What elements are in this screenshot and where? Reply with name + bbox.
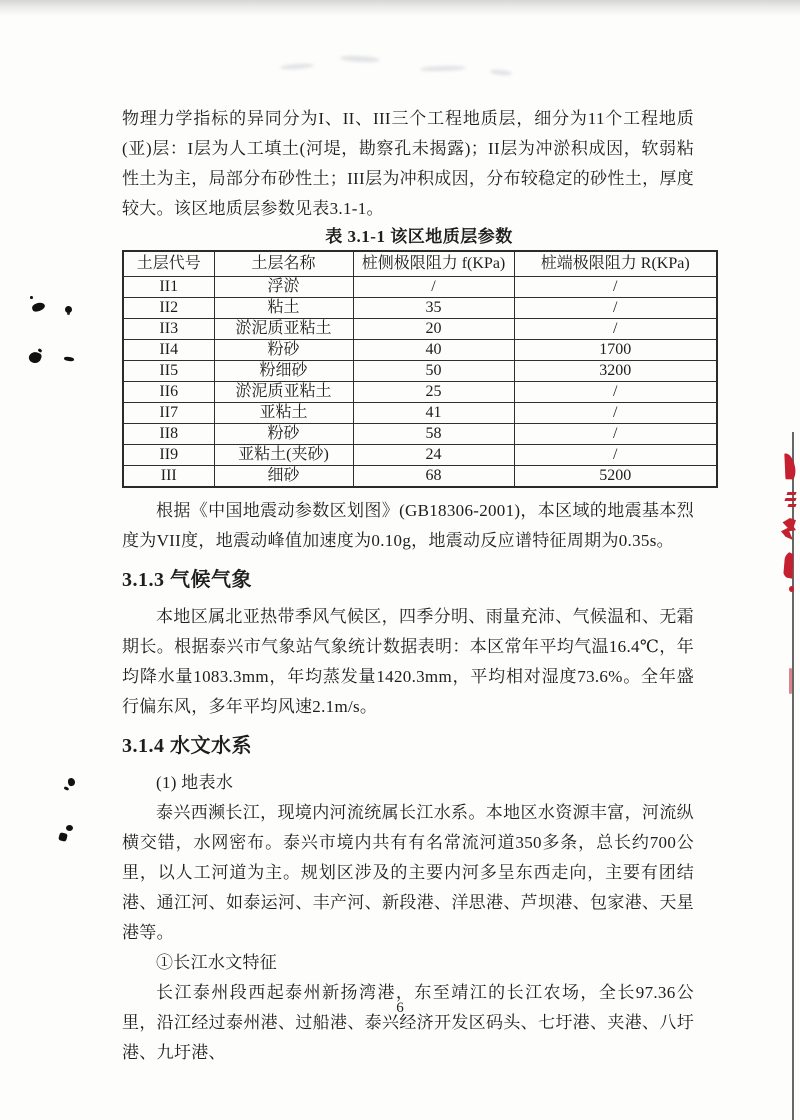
table-cell: 41 xyxy=(353,403,514,424)
table-cell: / xyxy=(514,424,717,445)
table-header-cell: 土层代号 xyxy=(123,251,214,277)
red-seal-fragment xyxy=(781,550,798,579)
table-header-cell: 桩端极限阻力 R(KPa) xyxy=(514,251,717,277)
table-row xyxy=(123,424,717,445)
ink-speck xyxy=(64,786,70,791)
table-cell: II6 xyxy=(123,382,214,403)
ink-speck xyxy=(64,356,74,361)
table-cell: 淤泥质亚粘土 xyxy=(214,382,353,403)
table-cell: 50 xyxy=(353,361,514,382)
table-cell: 淤泥质亚粘土 xyxy=(214,319,353,340)
ink-speck xyxy=(31,301,46,313)
table-row xyxy=(123,340,717,361)
table-cell: 3200 xyxy=(514,361,717,382)
table-cell: 粉细砂 xyxy=(214,361,353,382)
ink-speck xyxy=(66,825,73,831)
table-row xyxy=(123,319,717,340)
table-cell: II4 xyxy=(123,340,214,361)
table-title: 表 3.1-1 该区地质层参数 xyxy=(325,227,513,246)
table-cell: / xyxy=(514,277,717,298)
ink-speck xyxy=(65,306,72,313)
table-cell: 20 xyxy=(353,319,514,340)
surface-water-subheading: (1) 地表水 xyxy=(156,773,234,792)
table-cell: 浮淤 xyxy=(214,277,353,298)
table-cell: 35 xyxy=(353,298,514,319)
red-seal-fragment xyxy=(789,586,794,592)
yangtze-feature-paragraph: 长江泰州段西起泰州新扬湾港，东至靖江的长江农场，全长97.36公里，沿江经过泰州港、过船港、泰兴经济开发区码头、七圩港、夹港、八圩港、九圩港、 xyxy=(122,983,694,1062)
table-cell: 粉砂 xyxy=(214,424,353,445)
red-seal-fragment xyxy=(787,504,796,507)
table-cell: 40 xyxy=(353,340,514,361)
table-cell: / xyxy=(514,298,717,319)
table-cell: II7 xyxy=(123,403,214,424)
table-cell: 24 xyxy=(353,445,514,466)
table-cell: 亚粘土 xyxy=(214,403,353,424)
table-row xyxy=(123,403,717,424)
ink-speck xyxy=(67,777,75,786)
ink-speck xyxy=(30,296,33,299)
section-heading-climate: 3.1.3 气候气象 xyxy=(122,569,252,591)
red-seal-fragment xyxy=(789,668,792,694)
table-row xyxy=(123,277,717,298)
table-cell: II8 xyxy=(123,424,214,445)
section-heading-hydrology: 3.1.4 水文水系 xyxy=(122,735,252,757)
table-cell: II3 xyxy=(123,319,214,340)
table-cell: 5200 xyxy=(514,466,717,488)
table-cell: 粉砂 xyxy=(214,340,353,361)
document-body xyxy=(122,104,694,1068)
scan-edge-shadow-top xyxy=(0,0,800,16)
table-header-row xyxy=(123,251,717,277)
seismic-paragraph: 根据《中国地震动参数区划图》(GB18306-2001)，本区域的地震基本烈度为VII度，地震动峰值加速度为0.10g，地震动反应谱特征周期为0.35s。 xyxy=(122,501,694,550)
table-cell: 1700 xyxy=(514,340,717,361)
page-number: 6 xyxy=(396,1000,404,1016)
table-cell: / xyxy=(514,382,717,403)
table-row xyxy=(123,466,717,488)
table-row xyxy=(123,382,717,403)
table-header-cell: 桩侧极限阻力 f(KPa) xyxy=(353,251,514,277)
table-row xyxy=(123,445,717,466)
table-cell: II9 xyxy=(123,445,214,466)
intro-paragraph: 物理力学指标的异同分为I、II、III三个工程地质层，细分为11个工程地质(亚)层：I层为人工填土(河堤，勘察孔未揭露)；II层为冲淤积成因，软弱粘性土为主，局部分布砂性土；III层为冲积成因，分布较稳定的砂性土，厚度较大。该区地质层参数见表3.1-1。 xyxy=(122,109,694,218)
watermark-smudge xyxy=(270,52,550,82)
red-seal-fragment xyxy=(784,498,796,501)
table-cell: II1 xyxy=(123,277,214,298)
climate-paragraph: 本地区属北亚热带季风气候区，四季分明、雨量充沛、气候温和、无霜期长。根据泰兴市气象站气象统计数据表明：本区常年平均气温16.4℃，年均降水量1083.3mm，年均蒸发量1420.3mm，平均相对湿度73.6%。全年盛行偏东风，多年平均风速2.1m/s。 xyxy=(122,607,694,716)
red-seal-fragment xyxy=(780,452,798,482)
table-cell: II2 xyxy=(123,298,214,319)
table-row xyxy=(123,298,717,319)
table-cell: / xyxy=(514,445,717,466)
table-cell: II5 xyxy=(123,361,214,382)
ink-speck xyxy=(58,832,68,842)
geology-parameters-table xyxy=(122,250,718,488)
table-header-cell: 土层名称 xyxy=(214,251,353,277)
table-cell: 58 xyxy=(353,424,514,445)
table-cell: 68 xyxy=(353,466,514,488)
table-cell: / xyxy=(514,403,717,424)
table-cell: III xyxy=(123,466,214,488)
table-cell: 粘土 xyxy=(214,298,353,319)
table-cell: 25 xyxy=(353,382,514,403)
table-row xyxy=(123,361,717,382)
red-seal-fragment xyxy=(786,492,796,495)
table-body xyxy=(123,277,717,488)
table-cell: 亚粘土(夹砂) xyxy=(214,445,353,466)
table-cell: / xyxy=(353,277,514,298)
surface-water-paragraph: 泰兴西濒长江，现境内河流统属长江水系。本地区水资源丰富，河流纵横交错，水网密布。泰兴市境内共有有名常流河道350多条，总长约700公里，以人工河道为主。规划区涉及的主要内河多呈东西走向，主要有团结港、通江河、如泰运河、丰产河、新段港、洋思港、芦坝港、包家港、天星港等。 xyxy=(122,803,694,942)
table-cell: 细砂 xyxy=(214,466,353,488)
yangtze-feature-subheading: ①长江水文特征 xyxy=(156,953,278,972)
table-cell: / xyxy=(514,319,717,340)
